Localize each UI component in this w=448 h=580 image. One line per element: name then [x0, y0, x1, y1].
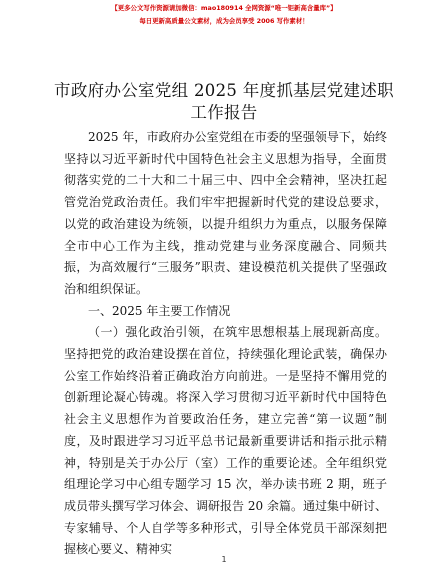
- promo-banner: [0, 2, 448, 27]
- body-paragraph: （一）强化政治引领，在筑牢思想根基上展现新高度。坚持把党的政治建设摆在首位，持续强化理论武装，确保办公室工作始终沿着正确政治方向前进。一是坚持不懈用党的创新理论凝心铸魂。将深入学习贯彻习近平新时代中国特色社会主义思想作为首要政治任务，建立完善“第一议题”制度，及时跟进学习习近平总书记最新重要讲话和指示批示精神，特别是关于办公厅（室）工作的重要论述。全年组织党组理论学习中心组专题学习 15 次，举办读书班 2 期，班子成员带头撰写学习体会、调研报告 20 余篇。通过集中研讨、专家辅导、个人自学等多种形式，引导全体党员干部深刻把握核心要义、精神实: [64, 325, 387, 557]
- promo-banner-line-1: 【更多公文写作资源请加微信：mao180914 全网资源“唯一钜新高含量库”】: [111, 4, 337, 12]
- promo-banner-line-2: 每日更新高质量公文素材，成为会员享受 2006 写作素材！: [139, 17, 309, 25]
- section-heading: 一、2025 年主要工作情况: [88, 303, 231, 318]
- document-title: 市政府办公室党组 2025 年度抓基层党建述职工作报告: [54, 81, 394, 122]
- intro-paragraph: 2025 年，市政府办公室党组在市委的坚强领导下，始终坚持以习近平新时代中国特色社会主义思想为指导，全面贯彻落实党的二十大和二十届三中、四中全会精神，坚决扛起管党治党政治责任。我们牢牢把握新时代党的建设总要求，以党的政治建设为统领，以提升组织力为重点，以服务保障全市中心工作为主线，推动党建与业务深度融合、同频共振，为高效履行“三服务”职责、建设模范机关提供了坚强政治和组织保证。: [64, 130, 387, 296]
- document-body: [64, 127, 387, 561]
- page-number: 1: [221, 555, 227, 564]
